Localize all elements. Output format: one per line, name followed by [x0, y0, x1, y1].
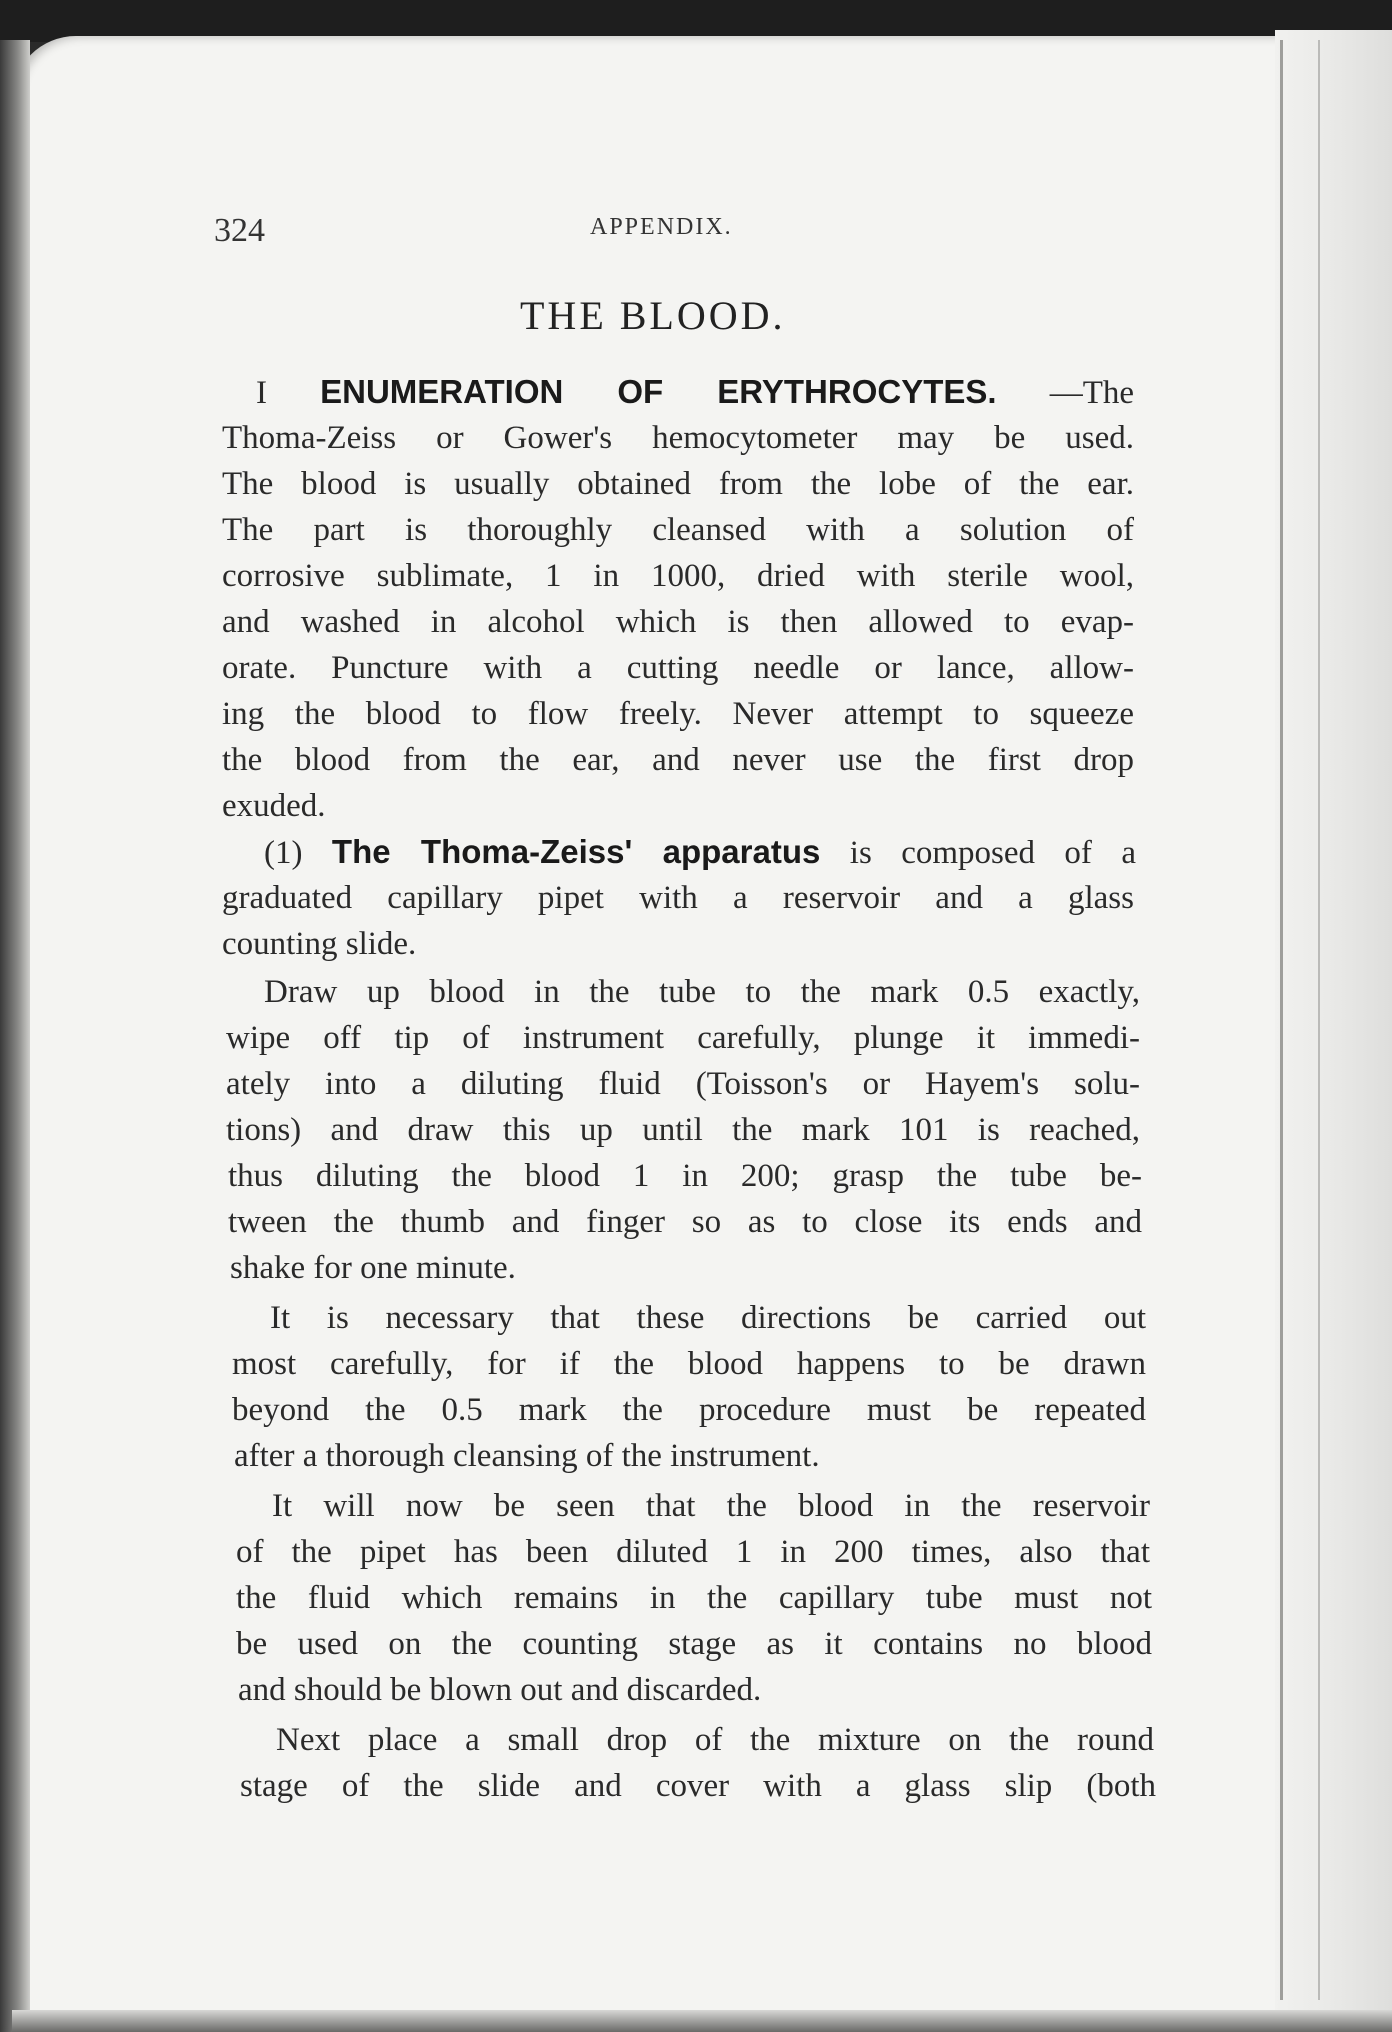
- paragraph-line: tween the thumb and finger so as to close its ends and: [228, 1204, 1142, 1240]
- gutter-shadow-line: [1318, 40, 1320, 2000]
- paragraph-line: [264, 832, 1136, 873]
- paragraph-line: It is necessary that these directions be carried out: [270, 1300, 1146, 1336]
- paragraph-line: The part is thoroughly cleansed with a solution of: [222, 512, 1134, 548]
- paragraph-line: exuded.: [222, 788, 326, 824]
- page-gutter: [1275, 30, 1392, 2010]
- paragraph-line: and should be blown out and discarded.: [238, 1672, 762, 1708]
- page-title: THE BLOOD.: [520, 293, 786, 338]
- paragraph-line: The blood is usually obtained from the lobe of the ear.: [222, 466, 1134, 502]
- paragraph-line: Thoma-Zeiss or Gower's hemocytometer may be used.: [222, 420, 1134, 456]
- paragraph-line: beyond the 0.5 mark the procedure must be repeated: [232, 1392, 1146, 1428]
- paragraph-line: after a thorough cleansing of the instrument.: [234, 1438, 820, 1474]
- paragraph-line: tions) and draw this up until the mark 101 is reached,: [226, 1112, 1140, 1148]
- book-edge-left: [0, 40, 30, 2032]
- apparatus-text-start: is composed of a: [849, 835, 1136, 871]
- book-edge-bottom: [12, 2010, 1392, 2032]
- paragraph-line: orate. Puncture with a cutting needle or lance, allow-: [222, 650, 1134, 686]
- paragraph-line: thus diluting the blood 1 in 200; grasp the tube be-: [228, 1158, 1142, 1194]
- paragraph-line: be used on the counting stage as it contains no blood: [236, 1626, 1152, 1662]
- section-heading: ENUMERATION OF ERYTHROCYTES.: [320, 373, 997, 410]
- paragraph-line: the fluid which remains in the capillary tube must not: [236, 1580, 1152, 1616]
- page-number: 324: [214, 212, 265, 249]
- paragraph-line: shake for one minute.: [230, 1250, 516, 1286]
- paragraph-line: Next place a small drop of the mixture on the round: [276, 1722, 1154, 1758]
- paragraph-line: stage of the slide and cover with a glass slip (both: [240, 1768, 1156, 1804]
- paragraph-line: counting slide.: [222, 926, 417, 962]
- paragraph-line: and washed in alcohol which is then allowed to evap-: [222, 604, 1134, 640]
- paragraph-line: [256, 372, 1134, 413]
- paragraph-line: wipe off tip of instrument carefully, plunge it immedi-: [226, 1020, 1140, 1056]
- paragraph-line: most carefully, for if the blood happens to be drawn: [232, 1346, 1146, 1382]
- em-dash: —: [1049, 375, 1083, 411]
- section-number: I: [256, 375, 267, 411]
- paragraph-line: of the pipet has been diluted 1 in 200 times, also that: [236, 1534, 1150, 1570]
- paragraph-line: the blood from the ear, and never use the first drop: [222, 742, 1134, 778]
- apparatus-heading: The Thoma-Zeiss' apparatus: [331, 833, 821, 870]
- paragraph-line: ately into a diluting fluid (Toisson's or Hayem's solu-: [226, 1066, 1140, 1102]
- paragraph-line: corrosive sublimate, 1 in 1000, dried with sterile wool,: [222, 558, 1134, 594]
- section-text-start: The: [1082, 375, 1134, 411]
- running-head: APPENDIX.: [590, 214, 733, 240]
- paragraph-line: It will now be seen that the blood in the reservoir: [272, 1488, 1150, 1524]
- list-marker: (1): [264, 835, 303, 871]
- paragraph-line: ing the blood to flow freely. Never attempt to squeeze: [222, 696, 1134, 732]
- gutter-shadow-line: [1280, 40, 1283, 2000]
- paragraph-line: Draw up blood in the tube to the mark 0.5 exactly,: [264, 974, 1140, 1010]
- paragraph-line: graduated capillary pipet with a reservoir and a glass: [222, 880, 1134, 916]
